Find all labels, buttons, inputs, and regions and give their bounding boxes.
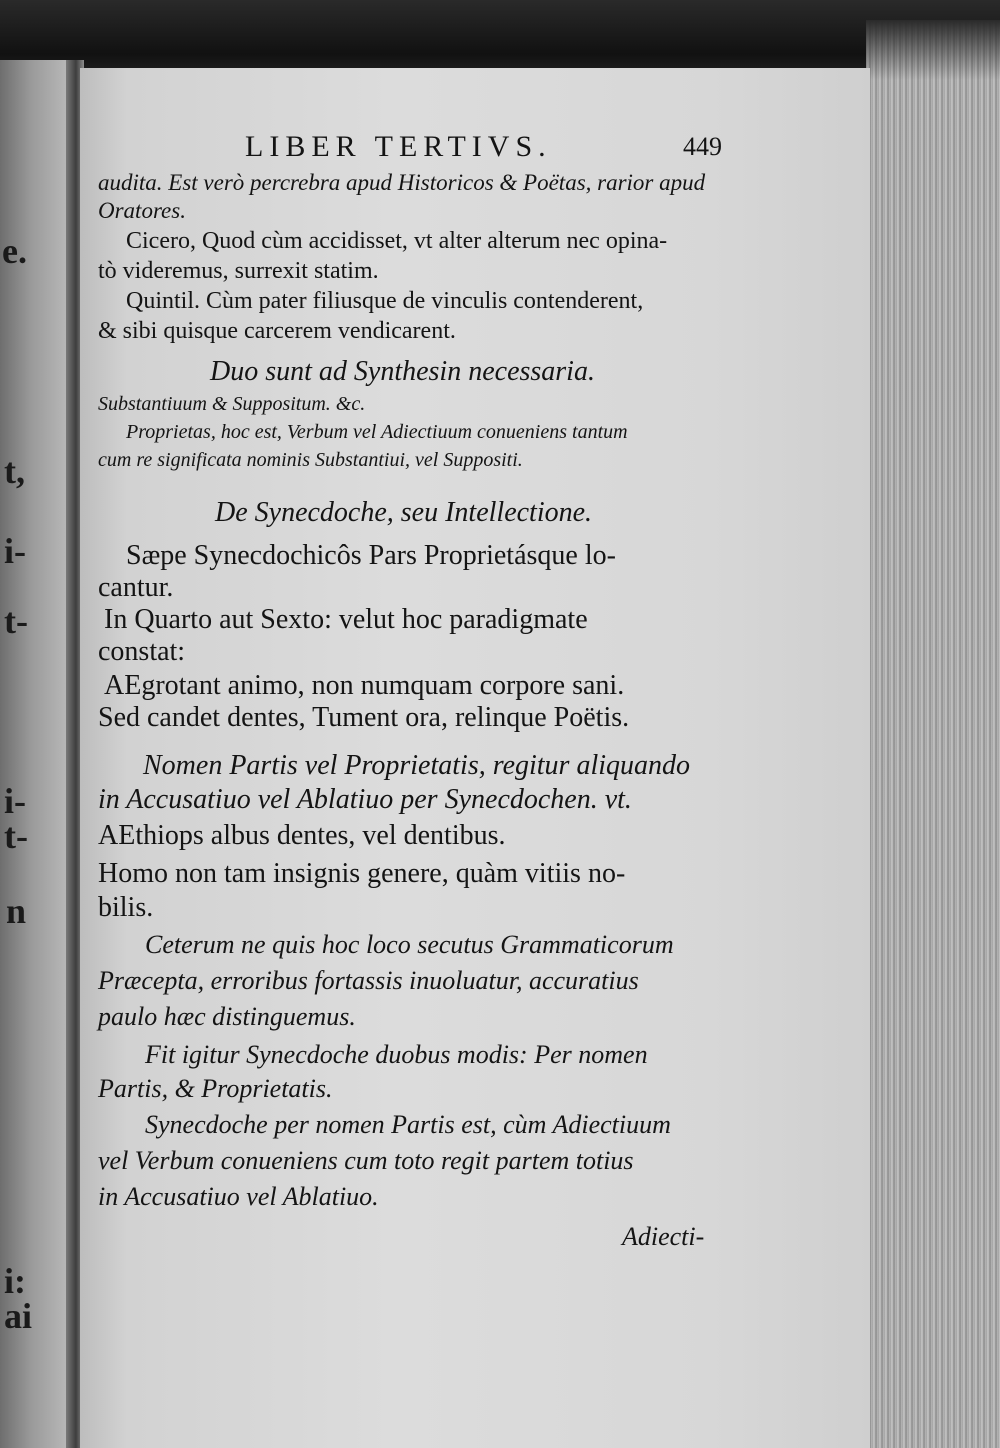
text-line: & sibi quisque carcerem vendicarent. [98, 318, 456, 344]
text-line: in Accusatiuo vel Ablatiuo. [98, 1182, 379, 1211]
text-line: Nomen Partis vel Proprietatis, regitur aliquando [143, 750, 691, 781]
text-line: Oratores. [98, 198, 186, 223]
text-line: Fit igitur Synecdoche duobus modis: Per nomen [145, 1040, 648, 1069]
text-line: tò videremus, surrexit statim. [98, 258, 379, 284]
text-line: Præcepta, erroribus fortassis inuoluatur, accuratius [98, 966, 639, 995]
facing-page-glyph: i: [4, 1261, 26, 1301]
facing-page-glyph: t, [4, 451, 25, 491]
verse-line: AEgrotant animo, non numquam corpore sani. [104, 670, 625, 701]
facing-page-glyph: i- [4, 531, 26, 571]
page-number: 449 [683, 132, 722, 161]
text-line: AEthiops albus dentes, vel dentibus. [98, 820, 506, 851]
text-line: audita. Est verò percrebra apud Historicos & Poëtas, rarior apud [98, 170, 706, 195]
text-line: In Quarto aut Sexto: velut hoc paradigmate [104, 604, 588, 635]
page-block-edges [866, 20, 1000, 1448]
section-heading: Duo sunt ad Synthesin necessaria. [210, 356, 595, 387]
catchword: Adiecti- [622, 1222, 705, 1251]
running-head: LIBER TERTIVS. [245, 130, 552, 163]
facing-page-glyph: ai [4, 1296, 33, 1336]
facing-page-glyph: e. [2, 231, 27, 271]
text-line: Synecdoche per nomen Partis est, cùm Adiectiuum [145, 1110, 671, 1139]
facing-page-glyph: t- [4, 816, 28, 856]
text-line: Quintil. Cùm pater filiusque de vinculis contenderent, [126, 288, 644, 314]
text-line: vel Verbum conueniens cum toto regit partem totius [98, 1146, 634, 1175]
text-line: cum re significata nominis Substantiui, vel Suppositi. [98, 449, 523, 471]
text-line: in Accusatiuo vel Ablatiuo per Synecdochen. vt. [98, 784, 632, 815]
text-line: Cicero, Quod cùm accidisset, vt alter alterum nec opina- [126, 228, 668, 254]
text-line: Ceterum ne quis hoc loco secutus Grammaticorum [145, 930, 674, 959]
text-line: Homo non tam insignis genere, quàm vitiis no- [98, 858, 626, 889]
facing-page-glyph: n [6, 891, 27, 931]
text-line: Substantiuum & Suppositum. &c. [98, 393, 366, 415]
facing-page-glyph: t- [4, 601, 28, 641]
text-line: Proprietas, hoc est, Verbum vel Adiectiuum conueniens tantum [126, 421, 628, 443]
section-heading: De Synecdoche, seu Intellectione. [215, 497, 593, 528]
verse-line: Sed candet dentes, Tument ora, relinque Poëtis. [98, 702, 630, 733]
text-line: cantur. [98, 572, 174, 603]
text-line: constat: [98, 636, 186, 667]
text-line: Partis, & Proprietatis. [98, 1074, 333, 1103]
text-line: bilis. [98, 892, 154, 923]
facing-page-glyph: i- [4, 781, 26, 821]
text-line: paulo hæc distinguemus. [98, 1002, 356, 1031]
text-line: Sæpe Synecdochicôs Pars Proprietásque lo- [126, 540, 616, 571]
